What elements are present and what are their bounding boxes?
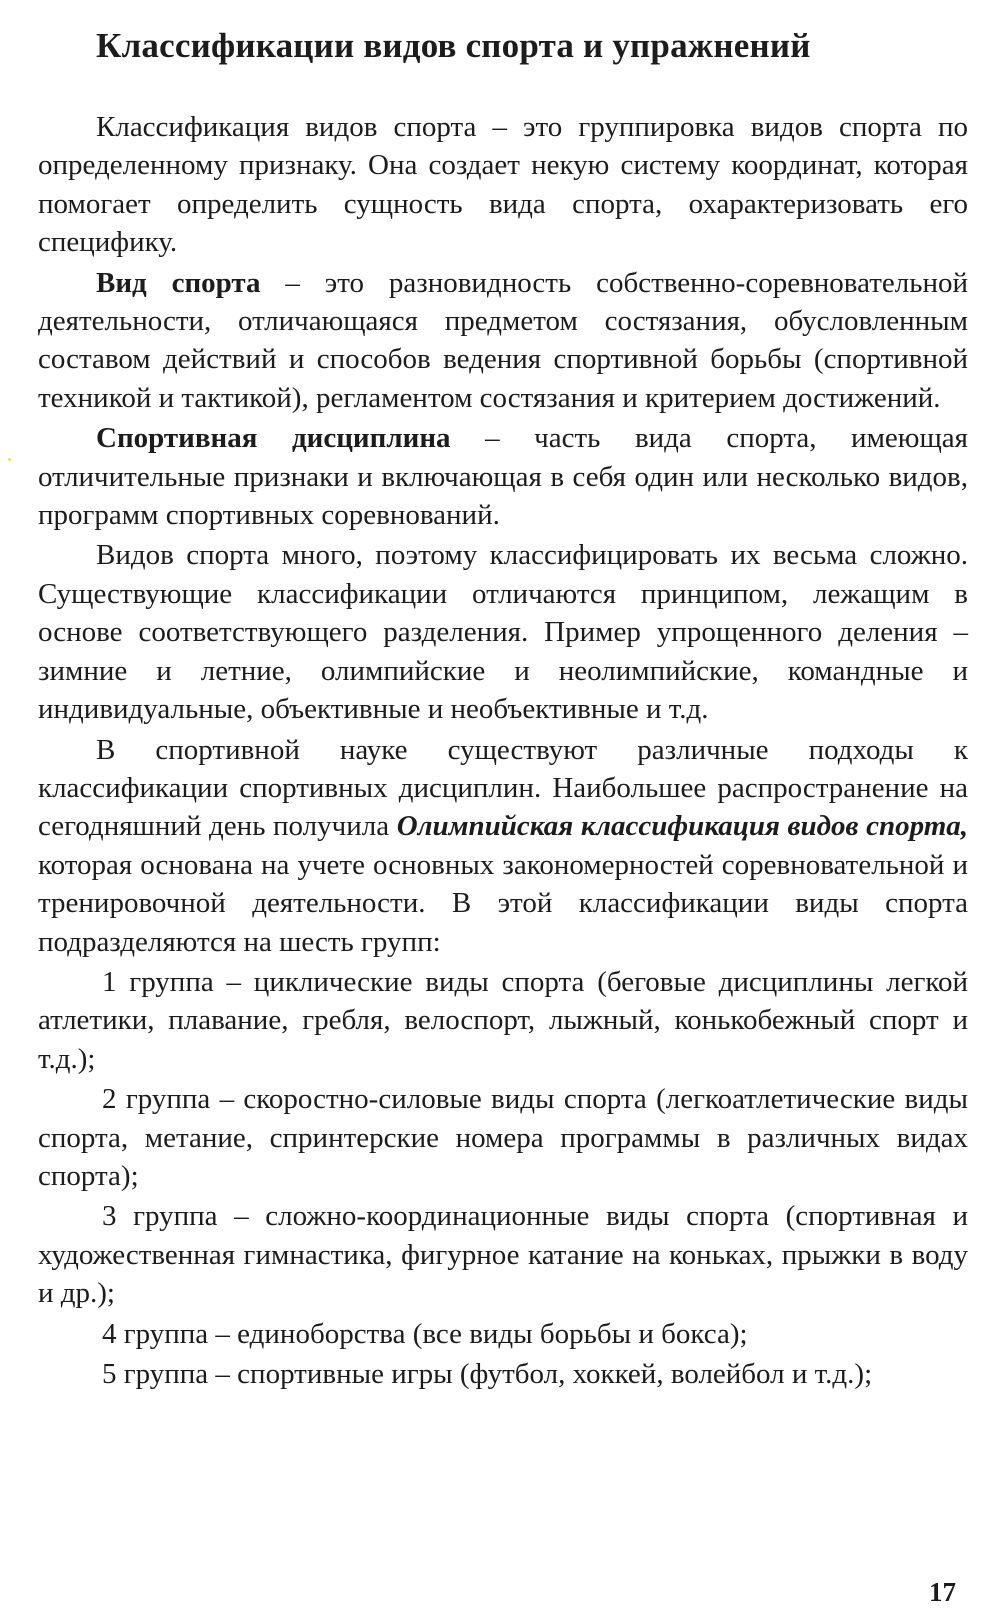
paragraph-text: – это разновидность собственно-соревновательной деятельности, отличающаяся предметом состязания, обусловленным составом действий и способов ведения спортивной борьбы (спортивной техникой и тактикой), регламентом состязания и критерием достижений. (38, 266, 969, 414)
group-item: 4 группа – единоборства (все виды борьбы и бокса); (102, 1317, 748, 1350)
group-item: 3 группа – сложно-координационные виды спорта (спортивная и художественная гимнастика, фигурное катание на коньках, прыжки в воду и др.); (38, 1200, 968, 1310)
paragraph-olympic-classification (38, 731, 968, 961)
group-item: 5 группа – спортивные игры (футбол, хоккей, волейбол и т.д.); (102, 1358, 873, 1390)
paragraph-text: которая основана на учете основных закономерностей соревновательной и тренировочной деятельности. В этой классификации виды спорта подразделяются на шесть групп: (38, 848, 968, 958)
paragraph-definition-discipline (38, 419, 968, 534)
page-body (38, 22, 968, 1395)
paragraph-text: – часть вида спорта, имеющая отличительные признаки и включающая в себя один или несколько видов, программ спортивных соревнований. (38, 422, 968, 532)
paragraph-definition-classification (38, 108, 968, 262)
paragraph-variety (38, 536, 968, 728)
page-title: Классификации видов спорта и упражнений (96, 26, 811, 65)
paragraph-definition-sport (38, 264, 968, 418)
page-number: 17 (929, 1577, 956, 1607)
group-item: 2 группа – скоростно-силовые виды спорта (легкоатлетические виды спорта, метание, спринтерские номера программы в различных видах спорта); (38, 1083, 968, 1192)
term-sport: Вид спорта (96, 266, 261, 299)
paragraph-text: Классификация видов спорта – это группировка видов спорта по определенному признаку. Она создает некую систему координат, которая помогает определить сущность вида спорта, охарактеризовать его специфику. (38, 111, 968, 259)
group-item: 1 группа – циклические виды спорта (беговые дисциплины легкой атлетики, плавание, гребля, велоспорт, лыжный, конькобежный спорт и т.д.); (38, 965, 968, 1075)
olympic-classification-emphasis: Олимпийская классификация видов спорта, (396, 810, 968, 843)
paragraph-text: В спортивной науке существуют различные подходы к классификации спортивных дисциплин. Наибольшее распространение на сегодняшний день получила (38, 733, 968, 843)
paragraph-text: Видов спорта много, поэтому классифицировать их весьма сложно. Существующие классификации отличаются принципом, лежащим в основе соответствующего разделения. Пример упрощенного деления – зимние и летние, олимпийские и неолимпийские, командные и индивидуальные, объективные и необъективные и т.д. (38, 539, 968, 726)
scan-speck (8, 458, 11, 461)
term-discipline: Спортивная дисциплина (96, 422, 451, 455)
